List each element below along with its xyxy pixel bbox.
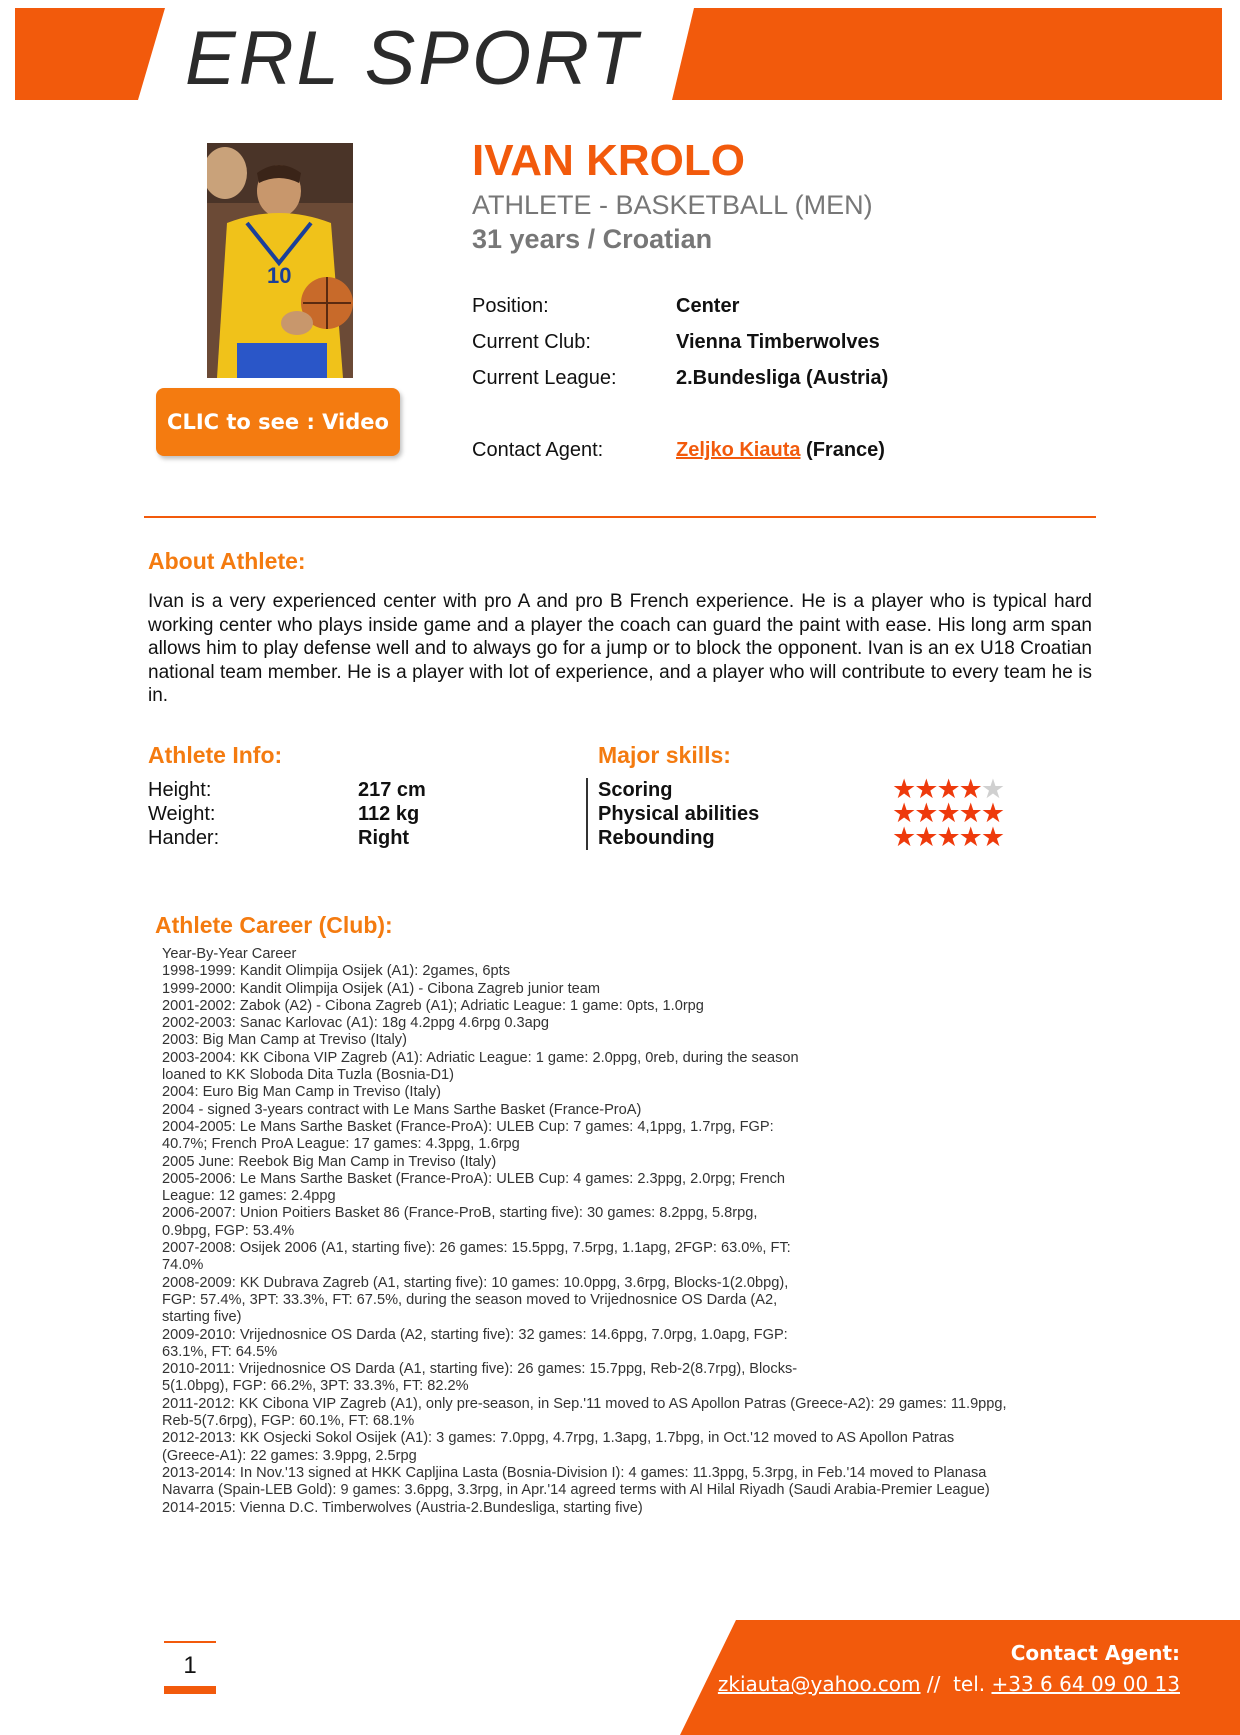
star-filled-icon: ★ [914,822,937,852]
star-filled-icon: ★ [958,798,981,828]
section-divider [144,516,1096,518]
career-history-text: Year-By-Year Career 1998-1999: Kandit Olimpija Osijek (A1): 2games, 6pts 1999-2000: Kandit Olimpija Osijek (A1) - Cibona Zagreb junior team 2001-2002: Zabok (A2) - Cibona Zagreb (A1); Adriatic League: 1 game: 0pts, 1.0rpg 2002-2003: Sanac Karlovac (A1): 18g 4.2ppg 4.6rpg 0.3apg 2003: Big Man Camp at Treviso (Italy) 2003-2004: KK Cibona VIP Zagreb (A1): Adriatic League: 1 game: 2.0ppg, 0reb, during the season loaned to KK Sloboda Dita Tuzla (Bosnia-D1) 2004: Euro Big Man Camp in Treviso (Italy) 2004 - signed 3-years contract with Le Mans Sarthe Basket (France-ProA) 2004-2005: Le Mans Sarthe Basket (France-ProA): ULEB Cup: 7 games: 4,1ppg, 1.7rpg, FGP: 40.7%; French ProA League: 17 games: 4.3ppg, 1.6rpg 2005 June: Reebok Big Man Camp in Treviso (Italy) 2005-2006: Le Mans Sarthe Basket (France-ProA): ULEB Cup: 4 games: 2.3ppg, 2.0rpg; French League: 12 games: 2.4ppg 2006-2007: Union Poitiers Basket 86 (France-ProB, starting five): 30 games: 8.2ppg, 5.8rpg, 0.9bpg, FGP: 53.4% 2007-2008: Osijek 2006 (A1, starting five): 26 games: 15.5ppg, 7.5rpg, 1.1apg, 2FGP: 63.0%, FT: 74.0% 2008-2009: KK Dubrava Zagreb (A1, starting five): 10 games: 10.0ppg, 3.6rpg, Blocks-1(2.0bpg), FGP: 57.4%, 3PT: 33.3%, FT: 67.5%, during the season moved to Vrijednosnice OS Darda (A2, starting five) 2009-2010: Vrijednosnice OS Darda (A2, starting five): 32 games: 14.6ppg, 7.0rpg, 1.0apg, FGP: 63.1%, FT: 64.5% 2010-2011: Vrijednosnice OS Darda (A1, starting five): 26 games: 15.7ppg, Reb-2(8.7rpg), Blocks- 5(1.0bpg), FGP: 66.2%, 3PT: 33.3%, FT: 82.2% 2011-2012: KK Cibona VIP Zagreb (A1), only pre-season, in Sep.'11 moved to AS Apollon Patras (Greece-A2): 29 games: 11.9ppg, Reb-5(7.6rpg), FGP: 60.1%, FT: 68.1% 2012-2013: KK Osjecki Sokol Osijek (A1): 3 games: 7.0ppg, 4.7rpg, 1.3apg, 1.7bpg, in Oct.'12 moved to AS Apollon Patras (Greece-A1): 22 games: 3.9ppg, 2.5rpg 2013-2014: In Nov.'13 signed at HKK Capljina Lasta (Bosnia-Division I): 4 games: 11.3ppg, 5.3rpg, in Feb.'14 moved to Planasa Navarra (Spain-LEB Gold): 9 games: 3.6ppg, 3.3rpg, in Apr.'14 agreed terms with Al Hilal Riyadh (Saudi Arabia-Premier League) 2014-2015: Vienna D.C. Timberwolves (Austria-2.Bundesliga, starting five) [162,946,1007,1516]
athlete-age-nationality: 31 years / Croatian [472,224,713,254]
star-filled-icon: ★ [936,822,959,852]
star-filled-icon: ★ [914,798,937,828]
contact-separator: // tel. [920,1672,992,1696]
brand-logo-text: ERL SPORT [185,16,641,101]
star-filled-icon: ★ [980,798,1004,828]
header-banner [0,0,1240,110]
about-title: About Athlete: [148,548,306,574]
agent-value [676,439,885,462]
agent-email-link[interactable]: zkiauta@yahoo.com [717,1672,921,1696]
agent-country: (France) [800,439,885,461]
athlete-name: IVAN KROLO [472,136,745,185]
skill-rating-stars [892,824,1003,851]
banner-left-stripe [15,8,165,100]
svg-text:10: 10 [267,263,292,288]
club-label: Current Club: [472,331,591,353]
athlete-role: ATHLETE - BASKETBALL (MEN) [472,190,873,220]
footer-contact-line [718,1672,1180,1696]
position-label: Position: [472,295,549,317]
hander-label: Hander: [148,827,220,849]
star-filled-icon: ★ [936,774,959,804]
page-number: 1 [183,1652,197,1679]
star-filled-icon: ★ [958,774,981,804]
star-filled-icon: ★ [892,822,915,852]
banner-right-block [672,8,1222,100]
star-filled-icon: ★ [892,774,915,804]
skills-separator [586,778,588,850]
footer-contact-title: Contact Agent: [1010,1641,1180,1665]
page-number-top-rule [164,1641,216,1643]
star-empty-icon: ★ [980,774,1004,804]
athlete-info-title: Athlete Info: [148,742,283,768]
skill-name: Scoring [598,779,673,801]
weight-label: Weight: [148,803,216,825]
league-label: Current League: [472,367,617,389]
page-number-bottom-bar [164,1686,216,1694]
major-skills-title: Major skills: [598,742,731,768]
watch-video-button[interactable]: CLIC to see : Video [156,388,400,456]
basketball-player-photo-icon [207,143,353,378]
position-value: Center [676,295,740,317]
agent-phone-link[interactable]: +33 6 64 09 00 13 [991,1672,1180,1696]
skill-name: Physical abilities [598,803,760,825]
height-value: 217 cm [358,779,426,801]
star-filled-icon: ★ [958,822,981,852]
star-filled-icon: ★ [892,798,915,828]
career-title: Athlete Career (Club): [155,912,393,938]
agent-label: Contact Agent: [472,439,604,461]
star-filled-icon: ★ [914,774,937,804]
about-text: Ivan is a very experienced center with pro A and pro B French experience. He is a player who is typical hard working center who plays inside game and a player the coach can guard the paint with ease. His long arm span allows him to play defense well and to always go for a jump or to block the opponent. Ivan is an ex U18 Croatian national team member. He is a player with lot of experience, and a player who will contribute to every team he is in. [148,591,1092,706]
hander-value: Right [358,827,410,849]
athlete-photo [207,143,353,378]
league-value: 2.Bundesliga (Austria) [676,367,889,389]
agent-name-link[interactable]: Zeljko Kiauta [676,439,801,461]
star-filled-icon: ★ [980,822,1004,852]
weight-value: 112 kg [358,803,420,825]
club-value: Vienna Timberwolves [676,331,880,353]
star-filled-icon: ★ [936,798,959,828]
skill-name: Rebounding [598,827,715,849]
height-label: Height: [148,779,212,801]
